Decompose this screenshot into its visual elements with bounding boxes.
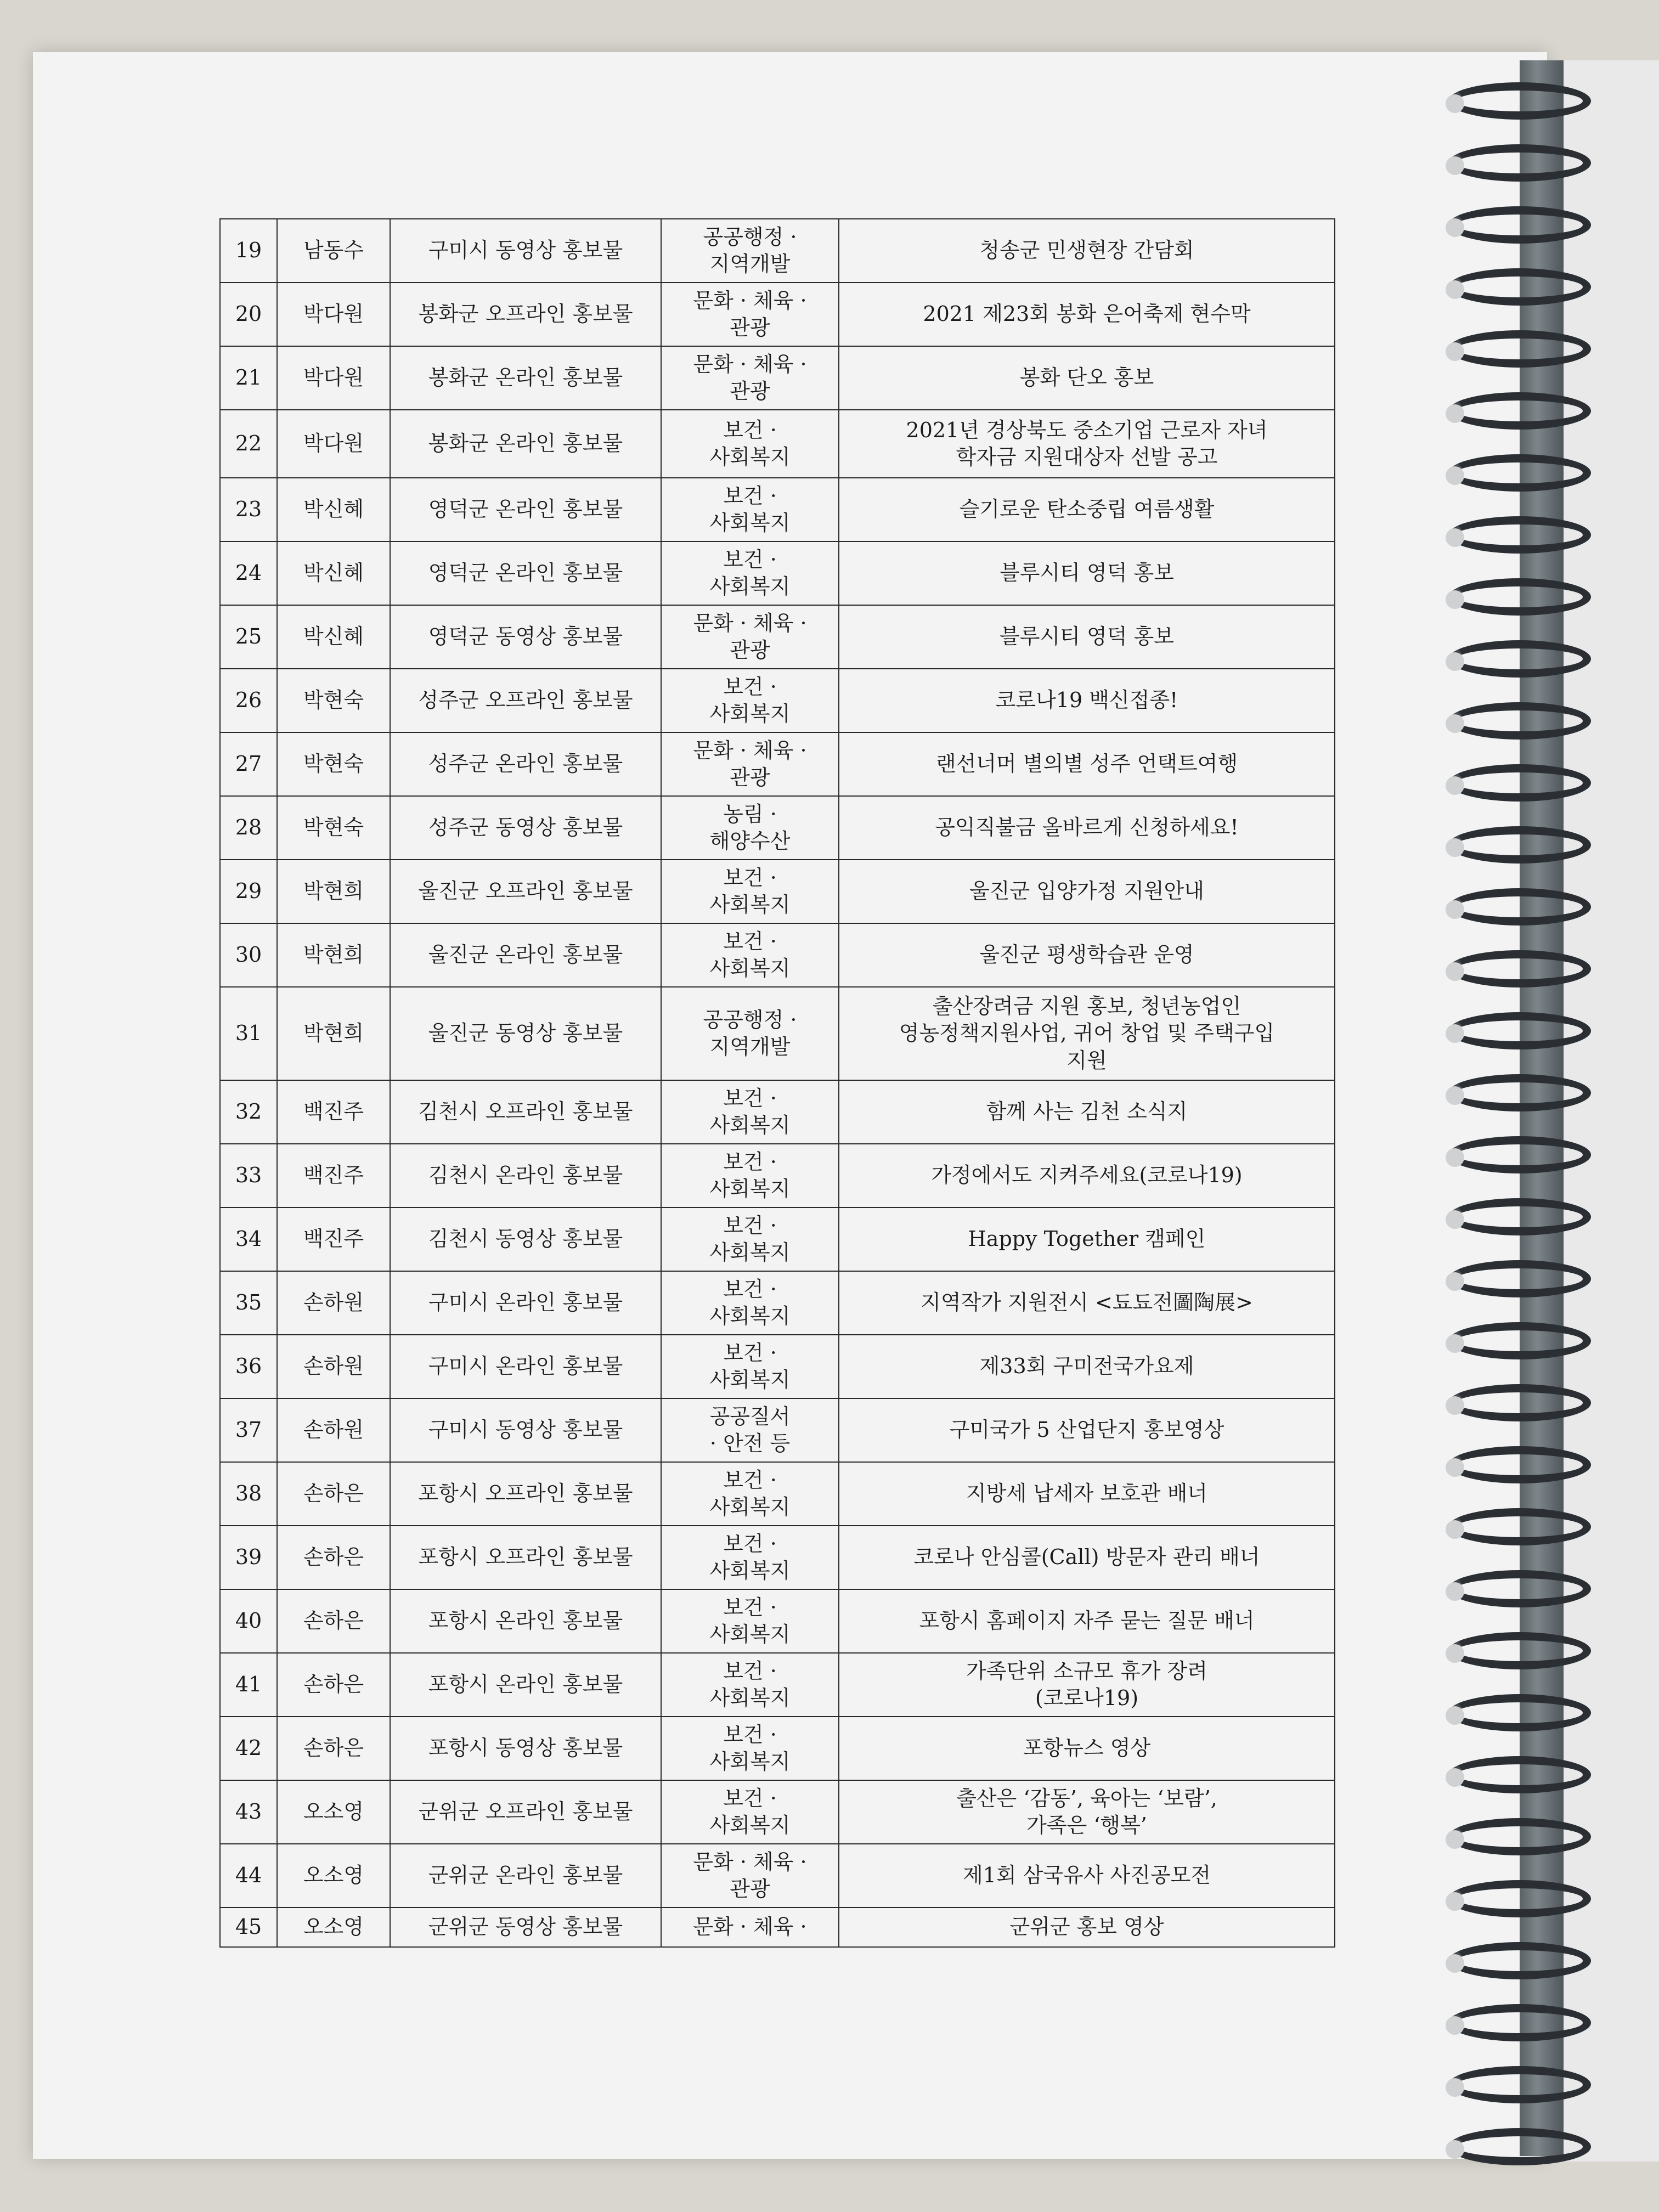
- punch-hole: [1446, 1272, 1464, 1291]
- binding-ring: [1448, 2004, 1591, 2041]
- promotion-materials-table: [219, 218, 1335, 1948]
- binding-ring: [1448, 1694, 1591, 1731]
- category-cell: 보건 · 사회복지: [661, 541, 839, 605]
- row-number-cell: 42: [220, 1717, 277, 1780]
- punch-hole: [1446, 218, 1464, 237]
- category-cell: 문화 · 체육 · 관광: [661, 605, 839, 669]
- category-cell: 보건 · 사회복지: [661, 1462, 839, 1526]
- binding-ring: [1448, 1508, 1591, 1545]
- table-row: [220, 1271, 1335, 1335]
- title-cell: 가정에서도 지켜주세요(코로나19): [839, 1144, 1335, 1207]
- category-cell: 공공행정 · 지역개발: [661, 219, 839, 283]
- table-row: [220, 669, 1335, 732]
- author-name-cell: 박다원: [277, 346, 390, 410]
- title-cell: 울진군 평생학습관 운영: [839, 923, 1335, 987]
- binding-ring: [1448, 1570, 1591, 1607]
- punch-hole: [1446, 1954, 1464, 1973]
- punch-hole: [1446, 2078, 1464, 2097]
- category-cell: 보건 · 사회복지: [661, 1589, 839, 1653]
- punch-hole: [1446, 94, 1464, 113]
- category-cell: 농림 · 해양수산: [661, 796, 839, 860]
- title-cell: 구미국가 5 산업단지 홍보영상: [839, 1398, 1335, 1462]
- table-row: [220, 1144, 1335, 1207]
- binding-ring: [1448, 578, 1591, 616]
- binding-ring: [1448, 1012, 1591, 1049]
- binding-ring: [1448, 888, 1591, 926]
- title-cell: Happy Together 캠페인: [839, 1207, 1335, 1271]
- material-type-cell: 군위군 동영상 홍보물: [390, 1908, 661, 1947]
- author-name-cell: 손하원: [277, 1335, 390, 1398]
- material-type-cell: 군위군 온라인 홍보물: [390, 1844, 661, 1908]
- category-cell: 보건 · 사회복지: [661, 1526, 839, 1589]
- table-row: [220, 860, 1335, 923]
- row-number-cell: 39: [220, 1526, 277, 1589]
- punch-hole: [1446, 342, 1464, 361]
- title-cell: 공익직불금 올바르게 신청하세요!: [839, 796, 1335, 860]
- punch-hole: [1446, 714, 1464, 733]
- binding-ring: [1448, 2066, 1591, 2103]
- table-row: [220, 1462, 1335, 1526]
- material-type-cell: 군위군 오프라인 홍보물: [390, 1780, 661, 1844]
- row-number-cell: 41: [220, 1653, 277, 1717]
- binding-ring: [1448, 1384, 1591, 1421]
- punch-hole: [1446, 280, 1464, 299]
- material-type-cell: 구미시 동영상 홍보물: [390, 1398, 661, 1462]
- row-number-cell: 27: [220, 732, 277, 796]
- row-number-cell: 26: [220, 669, 277, 732]
- binding-ring: [1448, 1942, 1591, 1979]
- material-type-cell: 영덕군 동영상 홍보물: [390, 605, 661, 669]
- row-number-cell: 25: [220, 605, 277, 669]
- author-name-cell: 박현희: [277, 923, 390, 987]
- category-cell: 문화 · 체육 · 관광: [661, 346, 839, 410]
- row-number-cell: 38: [220, 1462, 277, 1526]
- title-cell: 포항뉴스 영상: [839, 1717, 1335, 1780]
- material-type-cell: 봉화군 온라인 홍보물: [390, 346, 661, 410]
- table-row: [220, 732, 1335, 796]
- material-type-cell: 성주군 동영상 홍보물: [390, 796, 661, 860]
- title-cell: 포항시 홈페이지 자주 묻는 질문 배너: [839, 1589, 1335, 1653]
- category-cell: 보건 · 사회복지: [661, 1335, 839, 1398]
- material-type-cell: 성주군 온라인 홍보물: [390, 732, 661, 796]
- punch-hole: [1446, 1396, 1464, 1415]
- author-name-cell: 손하은: [277, 1526, 390, 1589]
- title-cell: 군위군 홍보 영상: [839, 1908, 1335, 1947]
- punch-hole: [1446, 590, 1464, 609]
- category-cell: 보건 · 사회복지: [661, 860, 839, 923]
- binding-ring: [1448, 1446, 1591, 1483]
- row-number-cell: 33: [220, 1144, 277, 1207]
- binding-ring: [1448, 144, 1591, 182]
- table-row: [220, 1080, 1335, 1144]
- material-type-cell: 울진군 온라인 홍보물: [390, 923, 661, 987]
- material-type-cell: 구미시 동영상 홍보물: [390, 219, 661, 283]
- binding-ring: [1448, 1198, 1591, 1235]
- title-cell: 슬기로운 탄소중립 여름생활: [839, 478, 1335, 541]
- title-cell: 함께 사는 김천 소식지: [839, 1080, 1335, 1144]
- author-name-cell: 백진주: [277, 1144, 390, 1207]
- material-type-cell: 김천시 온라인 홍보물: [390, 1144, 661, 1207]
- author-name-cell: 손하은: [277, 1589, 390, 1653]
- category-cell: 공공행정 · 지역개발: [661, 987, 839, 1080]
- title-cell: 블루시티 영덕 홍보: [839, 541, 1335, 605]
- title-cell: 지역작가 지원전시 <됴됴전圖陶展>: [839, 1271, 1335, 1335]
- binding-ring: [1448, 82, 1591, 120]
- binding-ring: [1448, 1632, 1591, 1669]
- author-name-cell: 손하은: [277, 1717, 390, 1780]
- punch-hole: [1446, 900, 1464, 919]
- binding-ring: [1448, 268, 1591, 306]
- category-cell: 보건 · 사회복지: [661, 1271, 839, 1335]
- punch-hole: [1446, 1520, 1464, 1539]
- binding-ring: [1448, 826, 1591, 864]
- row-number-cell: 35: [220, 1271, 277, 1335]
- author-name-cell: 박다원: [277, 283, 390, 346]
- row-number-cell: 22: [220, 410, 277, 478]
- row-number-cell: 20: [220, 283, 277, 346]
- table-row: [220, 1335, 1335, 1398]
- binding-ring: [1448, 1818, 1591, 1855]
- row-number-cell: 24: [220, 541, 277, 605]
- punch-hole: [1446, 1024, 1464, 1043]
- category-cell: 보건 · 사회복지: [661, 478, 839, 541]
- material-type-cell: 김천시 동영상 홍보물: [390, 1207, 661, 1271]
- table-row: [220, 1207, 1335, 1271]
- material-type-cell: 구미시 온라인 홍보물: [390, 1271, 661, 1335]
- material-type-cell: 봉화군 오프라인 홍보물: [390, 283, 661, 346]
- punch-hole: [1446, 776, 1464, 795]
- row-number-cell: 44: [220, 1844, 277, 1908]
- binding-ring: [1448, 516, 1591, 554]
- category-cell: 보건 · 사회복지: [661, 1080, 839, 1144]
- punch-hole: [1446, 1830, 1464, 1849]
- author-name-cell: 박신혜: [277, 541, 390, 605]
- table-row: [220, 1844, 1335, 1908]
- category-cell: 보건 · 사회복지: [661, 1780, 839, 1844]
- material-type-cell: 울진군 오프라인 홍보물: [390, 860, 661, 923]
- title-cell: 출산장려금 지원 홍보, 청년농업인 영농정책지원사업, 귀어 창업 및 주택구입 지원: [839, 987, 1335, 1080]
- author-name-cell: 박현숙: [277, 669, 390, 732]
- category-cell: 문화 · 체육 ·: [661, 1908, 839, 1947]
- punch-hole: [1446, 1644, 1464, 1663]
- author-name-cell: 남동수: [277, 219, 390, 283]
- author-name-cell: 박신혜: [277, 478, 390, 541]
- author-name-cell: 손하은: [277, 1653, 390, 1717]
- material-type-cell: 포항시 온라인 홍보물: [390, 1653, 661, 1717]
- category-cell: 보건 · 사회복지: [661, 1144, 839, 1207]
- row-number-cell: 28: [220, 796, 277, 860]
- author-name-cell: 손하원: [277, 1398, 390, 1462]
- title-cell: 출산은 ‘감동’, 육아는 ‘보람’, 가족은 ‘행복’: [839, 1780, 1335, 1844]
- title-cell: 2021 제23회 봉화 은어축제 현수막: [839, 283, 1335, 346]
- row-number-cell: 23: [220, 478, 277, 541]
- category-cell: 보건 · 사회복지: [661, 1207, 839, 1271]
- table-row: [220, 1908, 1335, 1947]
- table-row: [220, 1653, 1335, 1717]
- binding-ring: [1448, 1260, 1591, 1297]
- author-name-cell: 박현희: [277, 987, 390, 1080]
- table-row: [220, 1526, 1335, 1589]
- title-cell: 블루시티 영덕 홍보: [839, 605, 1335, 669]
- table-row: [220, 410, 1335, 478]
- binding-ring: [1448, 1074, 1591, 1111]
- category-cell: 보건 · 사회복지: [661, 410, 839, 478]
- material-type-cell: 울진군 동영상 홍보물: [390, 987, 661, 1080]
- row-number-cell: 31: [220, 987, 277, 1080]
- material-type-cell: 포항시 온라인 홍보물: [390, 1589, 661, 1653]
- row-number-cell: 32: [220, 1080, 277, 1144]
- author-name-cell: 오소영: [277, 1844, 390, 1908]
- row-number-cell: 40: [220, 1589, 277, 1653]
- title-cell: 코로나19 백신접종!: [839, 669, 1335, 732]
- material-type-cell: 영덕군 온라인 홍보물: [390, 478, 661, 541]
- title-cell: 랜선너머 별의별 성주 언택트여행: [839, 732, 1335, 796]
- table-row: [220, 541, 1335, 605]
- row-number-cell: 45: [220, 1908, 277, 1947]
- table-row: [220, 219, 1335, 283]
- title-cell: 2021년 경상북도 중소기업 근로자 자녀 학자금 지원대상자 선발 공고: [839, 410, 1335, 478]
- category-cell: 보건 · 사회복지: [661, 1653, 839, 1717]
- table-row: [220, 605, 1335, 669]
- binding-ring: [1448, 1756, 1591, 1793]
- binding-ring: [1448, 392, 1591, 430]
- title-cell: 코로나 안심콜(Call) 방문자 관리 배너: [839, 1526, 1335, 1589]
- row-number-cell: 19: [220, 219, 277, 283]
- row-number-cell: 29: [220, 860, 277, 923]
- title-cell: 제1회 삼국유사 사진공모전: [839, 1844, 1335, 1908]
- material-type-cell: 포항시 오프라인 홍보물: [390, 1462, 661, 1526]
- binding-ring: [1448, 454, 1591, 492]
- table-row: [220, 923, 1335, 987]
- author-name-cell: 백진주: [277, 1207, 390, 1271]
- punch-hole: [1446, 156, 1464, 175]
- punch-hole: [1446, 652, 1464, 671]
- punch-hole: [1446, 2016, 1464, 2035]
- punch-hole: [1446, 404, 1464, 423]
- binding-ring: [1448, 950, 1591, 988]
- row-number-cell: 43: [220, 1780, 277, 1844]
- binding-ring: [1448, 2128, 1591, 2165]
- category-cell: 문화 · 체육 · 관광: [661, 1844, 839, 1908]
- row-number-cell: 36: [220, 1335, 277, 1398]
- punch-hole: [1446, 528, 1464, 547]
- row-number-cell: 30: [220, 923, 277, 987]
- punch-hole: [1446, 1458, 1464, 1477]
- title-cell: 봉화 단오 홍보: [839, 346, 1335, 410]
- category-cell: 문화 · 체육 · 관광: [661, 283, 839, 346]
- punch-hole: [1446, 1768, 1464, 1787]
- table-row: [220, 796, 1335, 860]
- material-type-cell: 영덕군 온라인 홍보물: [390, 541, 661, 605]
- author-name-cell: 오소영: [277, 1908, 390, 1947]
- title-cell: 울진군 입양가정 지원안내: [839, 860, 1335, 923]
- table-row: [220, 346, 1335, 410]
- binding-ring: [1448, 764, 1591, 802]
- author-name-cell: 박현숙: [277, 732, 390, 796]
- punch-hole: [1446, 1892, 1464, 1911]
- material-type-cell: 포항시 동영상 홍보물: [390, 1717, 661, 1780]
- material-type-cell: 봉화군 온라인 홍보물: [390, 410, 661, 478]
- title-cell: 지방세 납세자 보호관 배너: [839, 1462, 1335, 1526]
- row-number-cell: 37: [220, 1398, 277, 1462]
- author-name-cell: 손하원: [277, 1271, 390, 1335]
- row-number-cell: 34: [220, 1207, 277, 1271]
- author-name-cell: 백진주: [277, 1080, 390, 1144]
- table-row: [220, 283, 1335, 346]
- binding-ring: [1448, 1322, 1591, 1359]
- table-row: [220, 1398, 1335, 1462]
- author-name-cell: 박다원: [277, 410, 390, 478]
- category-cell: 보건 · 사회복지: [661, 1717, 839, 1780]
- author-name-cell: 박현숙: [277, 796, 390, 860]
- author-name-cell: 박현희: [277, 860, 390, 923]
- binding-ring: [1448, 1880, 1591, 1917]
- material-type-cell: 구미시 온라인 홍보물: [390, 1335, 661, 1398]
- table-row: [220, 987, 1335, 1080]
- category-cell: 공공질서 · 안전 등: [661, 1398, 839, 1462]
- binding-ring: [1448, 640, 1591, 678]
- material-type-cell: 성주군 오프라인 홍보물: [390, 669, 661, 732]
- author-name-cell: 오소영: [277, 1780, 390, 1844]
- binding-ring: [1448, 330, 1591, 368]
- category-cell: 보건 · 사회복지: [661, 669, 839, 732]
- table-row: [220, 1589, 1335, 1653]
- punch-hole: [1446, 1210, 1464, 1229]
- punch-hole: [1446, 2140, 1464, 2159]
- punch-hole: [1446, 1334, 1464, 1353]
- punch-hole: [1446, 962, 1464, 981]
- punch-hole: [1446, 466, 1464, 485]
- category-cell: 문화 · 체육 · 관광: [661, 732, 839, 796]
- title-cell: 가족단위 소규모 휴가 장려 (코로나19): [839, 1653, 1335, 1717]
- punch-hole: [1446, 838, 1464, 857]
- binding-ring: [1448, 206, 1591, 244]
- table-row: [220, 1780, 1335, 1844]
- material-type-cell: 포항시 오프라인 홍보물: [390, 1526, 661, 1589]
- binding-ring: [1448, 702, 1591, 740]
- punch-hole: [1446, 1148, 1464, 1167]
- title-cell: 청송군 민생현장 간담회: [839, 219, 1335, 283]
- title-cell: 제33회 구미전국가요제: [839, 1335, 1335, 1398]
- table-row: [220, 1717, 1335, 1780]
- punch-hole: [1446, 1706, 1464, 1725]
- category-cell: 보건 · 사회복지: [661, 923, 839, 987]
- punch-hole: [1446, 1582, 1464, 1601]
- table-row: [220, 478, 1335, 541]
- punch-hole: [1446, 1086, 1464, 1105]
- author-name-cell: 손하은: [277, 1462, 390, 1526]
- binding-ring: [1448, 1136, 1591, 1173]
- material-type-cell: 김천시 오프라인 홍보물: [390, 1080, 661, 1144]
- author-name-cell: 박신혜: [277, 605, 390, 669]
- row-number-cell: 21: [220, 346, 277, 410]
